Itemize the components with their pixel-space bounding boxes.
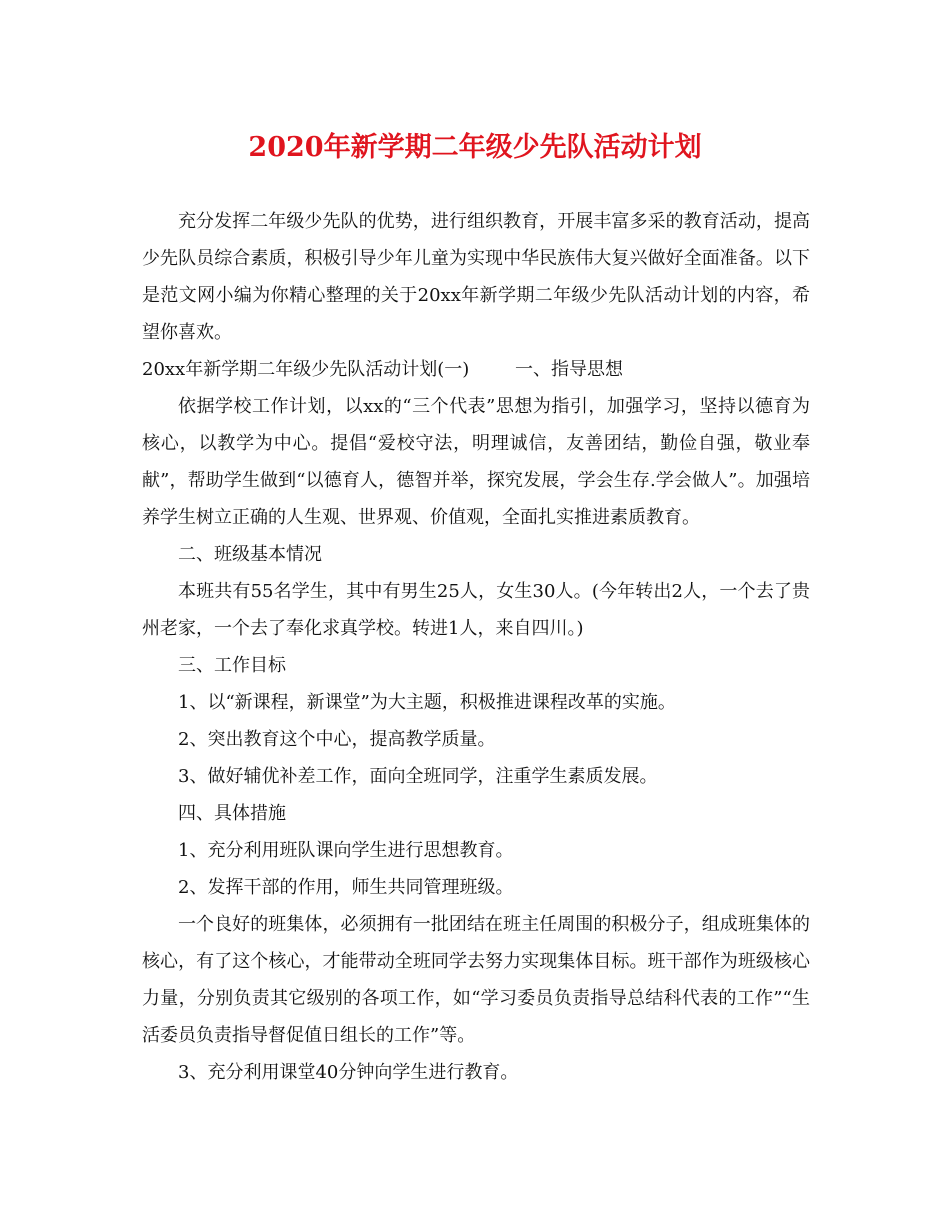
class-situation-paragraph: 本班共有55名学生，其中有男生25人，女生30人。(今年转出2人，一个去了贵州老家，一个去了奉化求真学校。转进1人，来自四川。)	[142, 581, 810, 639]
document-title: 2020年新学期二年级少先队活动计划	[248, 132, 702, 163]
plan-heading-guiding-ideology: 20xx年新学期二年级少先队活动计划(一) 一、指导思想	[142, 359, 624, 380]
measure-item-3: 3、充分利用课堂40分钟向学生进行教育。	[178, 1062, 519, 1083]
section-heading-measures: 四、具体措施	[178, 803, 286, 824]
intro-paragraph: 充分发挥二年级少先队的优势，进行组织教育，开展丰富多采的教育活动，提高少先队员综合素质，积极引导少年儿童为实现中华民族伟大复兴做好全面准备。以下是范文网小编为你精心整理的关于20xx年新学期二年级少先队活动计划的内容，希望你喜欢。	[142, 211, 810, 343]
work-goal-item-2: 2、突出教育这个中心，提高教学质量。	[178, 729, 496, 750]
document-body	[142, 203, 810, 1091]
class-cadre-paragraph: 一个良好的班集体，必须拥有一批团结在班主任周围的积极分子，组成班集体的核心，有了这个核心，才能带动全班同学去努力实现集体目标。班干部作为班级核心力量，分别负责其它级别的各项工作，如“学习委员负责指导总结科代表的工作”“生活委员负责指导督促值日组长的工作”等。	[142, 914, 810, 1046]
work-goal-item-3: 3、做好辅优补差工作，面向全班同学，注重学生素质发展。	[178, 766, 658, 787]
measure-item-1: 1、充分利用班队课向学生进行思想教育。	[178, 840, 514, 861]
section-heading-class-situation: 二、班级基本情况	[178, 544, 322, 565]
work-goal-item-1: 1、以“新课程，新课堂”为大主题，积极推进课程改革的实施。	[178, 692, 676, 713]
section-heading-work-goals: 三、工作目标	[178, 655, 286, 676]
guiding-ideology-paragraph: 依据学校工作计划，以xx的“三个代表”思想为指引，加强学习，坚持以德育为核心，以教学为中心。提倡“爱校守法，明理诚信，友善团结，勤俭自强，敬业奉献”，帮助学生做到“以德育人，德智并举，探究发展，学会生存.学会做人”。加强培养学生树立正确的人生观、世界观、价值观，全面扎实推进素质教育。	[142, 396, 810, 528]
measure-item-2: 2、发挥干部的作用，师生共同管理班级。	[178, 877, 514, 898]
